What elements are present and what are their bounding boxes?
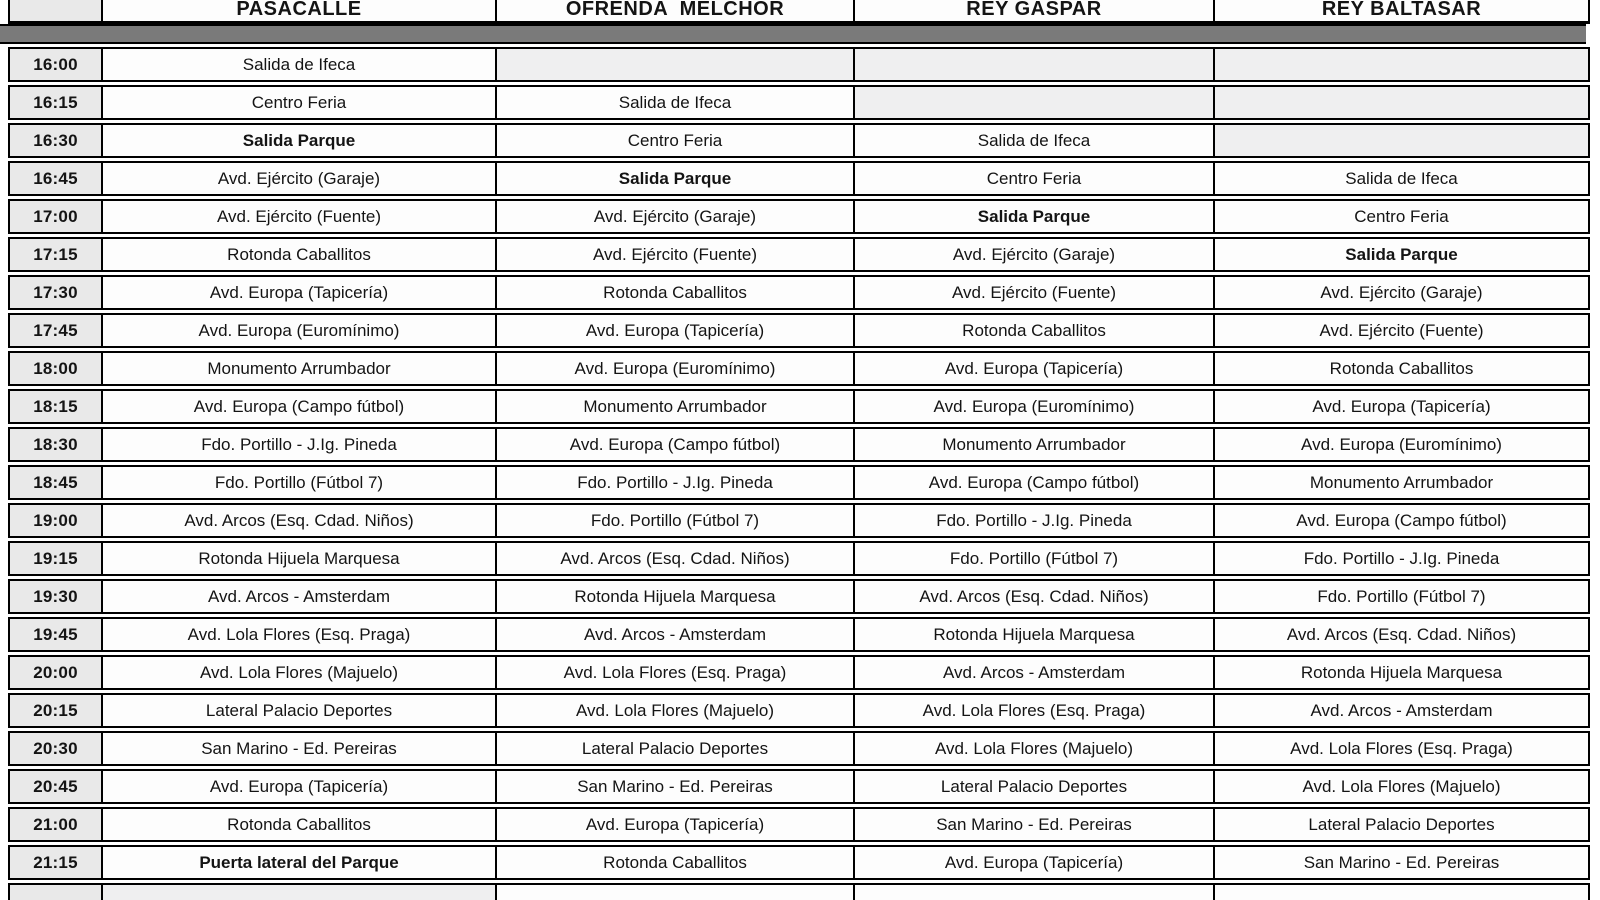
stop-cell: San Marino - Ed. Pereiras: [103, 733, 497, 764]
stop-cell: Fdo. Portillo (Fútbol 7): [1317, 587, 1486, 606]
partial-row-clipped: [8, 883, 1590, 900]
stop-cell: Avd. Ejército (Fuente): [1319, 321, 1484, 340]
time-cell: 21:15: [10, 847, 103, 878]
time-cell: 19:00: [10, 505, 103, 536]
stop-cell: Avd. Ejército (Garaje): [855, 239, 1215, 270]
stop-cell: Avd. Ejército (Fuente): [103, 201, 497, 232]
stop-cell: Avd. Europa (Campo fútbol): [497, 429, 855, 460]
stop-cell: [1215, 49, 1588, 80]
time-cell: 19:45: [10, 619, 103, 650]
stop-cell: Avd. Arcos (Esq. Cdad. Niños): [103, 505, 497, 536]
stop-cell: Avd. Europa (Campo fútbol): [855, 467, 1215, 498]
time-cell: 17:15: [10, 239, 103, 270]
header-rey-gaspar: [855, 0, 1215, 21]
stop-cell: Centro Feria: [103, 87, 497, 118]
time-cell: 18:30: [10, 429, 103, 460]
stop-cell: Rotonda Hijuela Marquesa: [497, 581, 855, 612]
table-row: [8, 161, 1590, 196]
stop-cell: [855, 49, 1215, 80]
stop-cell: Salida de Ifeca: [855, 125, 1215, 156]
stop-cell: Rotonda Caballitos: [103, 809, 497, 840]
stop-cell: Salida Parque: [497, 163, 855, 194]
stop-cell: Rotonda Hijuela Marquesa: [1300, 663, 1503, 682]
stop-cell: Avd. Arcos (Esq. Cdad. Niños): [497, 543, 855, 574]
time-cell: 17:30: [10, 277, 103, 308]
stop-cell: Avd. Europa (Tapicería): [497, 809, 855, 840]
table-row: [8, 465, 1590, 500]
stop-cell: Avd. Europa (Tapicería): [497, 315, 855, 346]
header-rey-gaspar-label: REY GASPAR: [966, 0, 1102, 20]
stop-cell: Avd. Lola Flores (Esq. Praga): [1290, 739, 1513, 758]
stop-cell: [497, 49, 855, 80]
time-cell: 18:15: [10, 391, 103, 422]
table-row: [8, 237, 1590, 272]
stop-cell: Lateral Palacio Deportes: [855, 771, 1215, 802]
stop-cell: [103, 885, 497, 900]
stop-cell: [1215, 885, 1588, 900]
stop-cell: Avd. Lola Flores (Majuelo): [855, 733, 1215, 764]
stop-cell: Avd. Lola Flores (Majuelo): [103, 657, 497, 688]
time-cell: 19:30: [10, 581, 103, 612]
table-row: [8, 807, 1590, 842]
header-rey-baltasar: [1215, 0, 1588, 21]
stop-cell: Salida de Ifeca: [103, 49, 497, 80]
table-row: [8, 541, 1590, 576]
stop-cell: Avd. Europa (Tapicería): [1312, 397, 1491, 416]
table-row: [8, 351, 1590, 386]
stop-cell: Avd. Europa (Campo fútbol): [103, 391, 497, 422]
time-cell: 20:00: [10, 657, 103, 688]
header-ofrenda-melchor: [497, 0, 855, 21]
time-cell: 20:45: [10, 771, 103, 802]
stop-cell: Rotonda Hijuela Marquesa: [855, 619, 1215, 650]
stop-cell: Rotonda Caballitos: [103, 239, 497, 270]
stop-cell: Fdo. Portillo (Fútbol 7): [855, 543, 1215, 574]
stop-cell: Salida de Ifeca: [497, 87, 855, 118]
stop-cell: [855, 87, 1215, 118]
stop-cell: Centro Feria: [1354, 207, 1449, 226]
stop-cell: Avd. Ejército (Garaje): [497, 201, 855, 232]
stop-cell: Avd. Europa (Campo fútbol): [1296, 511, 1507, 530]
stop-cell: Salida Parque: [103, 125, 497, 156]
header-pasacalle-label: PASACALLE: [236, 0, 362, 20]
stop-cell: Avd. Lola Flores (Majuelo): [1302, 777, 1501, 796]
stop-cell: Rotonda Caballitos: [855, 315, 1215, 346]
table-row: [8, 731, 1590, 766]
stop-cell: Avd. Arcos - Amsterdam: [1310, 701, 1493, 720]
header-ofrenda-melchor-label: OFRENDA MELCHOR: [565, 0, 785, 20]
table-row: [8, 655, 1590, 690]
time-cell: 20:15: [10, 695, 103, 726]
stop-cell: Avd. Europa (Tapicería): [855, 353, 1215, 384]
stop-cell: Lateral Palacio Deportes: [497, 733, 855, 764]
table-row: [8, 693, 1590, 728]
stop-cell: San Marino - Ed. Pereiras: [855, 809, 1215, 840]
stop-cell: Avd. Europa (Euromínimo): [103, 315, 497, 346]
stop-cell: Avd. Ejército (Fuente): [497, 239, 855, 270]
stop-cell: Avd. Lola Flores (Majuelo): [497, 695, 855, 726]
stop-cell: Rotonda Caballitos: [497, 277, 855, 308]
stop-cell: Salida Parque: [1345, 245, 1458, 264]
separator-band: [0, 24, 1586, 44]
schedule-rows: [8, 47, 1590, 880]
header-corner-cell: [10, 0, 103, 21]
stop-cell: Monumento Arrumbador: [1309, 473, 1494, 492]
stop-cell: Monumento Arrumbador: [855, 429, 1215, 460]
stop-cell: Avd. Lola Flores (Esq. Praga): [497, 657, 855, 688]
table-row: [8, 47, 1590, 82]
time-cell: 17:00: [10, 201, 103, 232]
stop-cell: Avd. Europa (Euromínimo): [1301, 435, 1502, 454]
stop-cell: Avd. Europa (Euromínimo): [855, 391, 1215, 422]
stop-cell: Avd. Europa (Tapicería): [103, 277, 497, 308]
table-row: [8, 85, 1590, 120]
stop-cell: Puerta lateral del Parque: [103, 847, 497, 878]
time-cell: 18:00: [10, 353, 103, 384]
time-cell: 21:00: [10, 809, 103, 840]
stop-cell: Avd. Lola Flores (Esq. Praga): [855, 695, 1215, 726]
stop-cell: [1215, 87, 1588, 118]
time-cell: 19:15: [10, 543, 103, 574]
stop-cell: Salida Parque: [855, 201, 1215, 232]
stop-cell: [1215, 125, 1588, 156]
stop-cell: Centro Feria: [855, 163, 1215, 194]
stop-cell: Avd. Arcos (Esq. Cdad. Niños): [1286, 625, 1517, 644]
stop-cell: Fdo. Portillo - J.Ig. Pineda: [1303, 549, 1500, 568]
time-cell: 18:45: [10, 467, 103, 498]
stop-cell: Avd. Ejército (Garaje): [103, 163, 497, 194]
table-row: [8, 617, 1590, 652]
stop-cell: [497, 885, 855, 900]
stop-cell: Rotonda Caballitos: [497, 847, 855, 878]
table-row: [8, 199, 1590, 234]
header-rey-baltasar-label: REY BALTASAR: [1321, 0, 1482, 20]
stop-cell: Avd. Europa (Tapicería): [855, 847, 1215, 878]
stop-cell: Avd. Ejército (Fuente): [855, 277, 1215, 308]
stop-cell: Fdo. Portillo (Fútbol 7): [103, 467, 497, 498]
stop-cell: Fdo. Portillo - J.Ig. Pineda: [855, 505, 1215, 536]
table-row: [8, 389, 1590, 424]
time-cell: 16:30: [10, 125, 103, 156]
time-cell: 16:45: [10, 163, 103, 194]
table-row: [8, 123, 1590, 158]
table-row: [8, 313, 1590, 348]
schedule-table: [8, 0, 1590, 900]
stop-cell: Fdo. Portillo (Fútbol 7): [497, 505, 855, 536]
header-pasacalle: [103, 0, 497, 21]
stop-cell: Avd. Arcos - Amsterdam: [103, 581, 497, 612]
stop-cell: Rotonda Caballitos: [1329, 359, 1474, 378]
stop-cell: Salida de Ifeca: [1345, 169, 1458, 188]
stop-cell: Avd. Arcos - Amsterdam: [497, 619, 855, 650]
stop-cell: Monumento Arrumbador: [497, 391, 855, 422]
stop-cell: San Marino - Ed. Pereiras: [1303, 853, 1500, 872]
table-row: [8, 769, 1590, 804]
stop-cell: Avd. Ejército (Garaje): [1320, 283, 1483, 302]
stop-cell: Fdo. Portillo - J.Ig. Pineda: [103, 429, 497, 460]
time-cell: 16:15: [10, 87, 103, 118]
time-cell: 20:30: [10, 733, 103, 764]
stop-cell: Avd. Lola Flores (Esq. Praga): [103, 619, 497, 650]
stop-cell: Fdo. Portillo - J.Ig. Pineda: [497, 467, 855, 498]
stop-cell: Avd. Arcos - Amsterdam: [855, 657, 1215, 688]
stop-cell: Avd. Arcos (Esq. Cdad. Niños): [855, 581, 1215, 612]
stop-cell: Avd. Europa (Tapicería): [103, 771, 497, 802]
table-row: [8, 503, 1590, 538]
time-cell: 16:00: [10, 49, 103, 80]
time-cell: [10, 885, 103, 900]
table-row: [8, 275, 1590, 310]
stop-cell: Avd. Europa (Euromínimo): [497, 353, 855, 384]
header-row: [8, 0, 1590, 24]
stop-cell: [855, 885, 1215, 900]
stop-cell: Rotonda Hijuela Marquesa: [103, 543, 497, 574]
stop-cell: Monumento Arrumbador: [103, 353, 497, 384]
stop-cell: Lateral Palacio Deportes: [103, 695, 497, 726]
stop-cell: Lateral Palacio Deportes: [1308, 815, 1495, 834]
table-row: [8, 427, 1590, 462]
table-row: [8, 845, 1590, 880]
stop-cell: Centro Feria: [497, 125, 855, 156]
table-row: [8, 579, 1590, 614]
time-cell: 17:45: [10, 315, 103, 346]
stop-cell: San Marino - Ed. Pereiras: [497, 771, 855, 802]
